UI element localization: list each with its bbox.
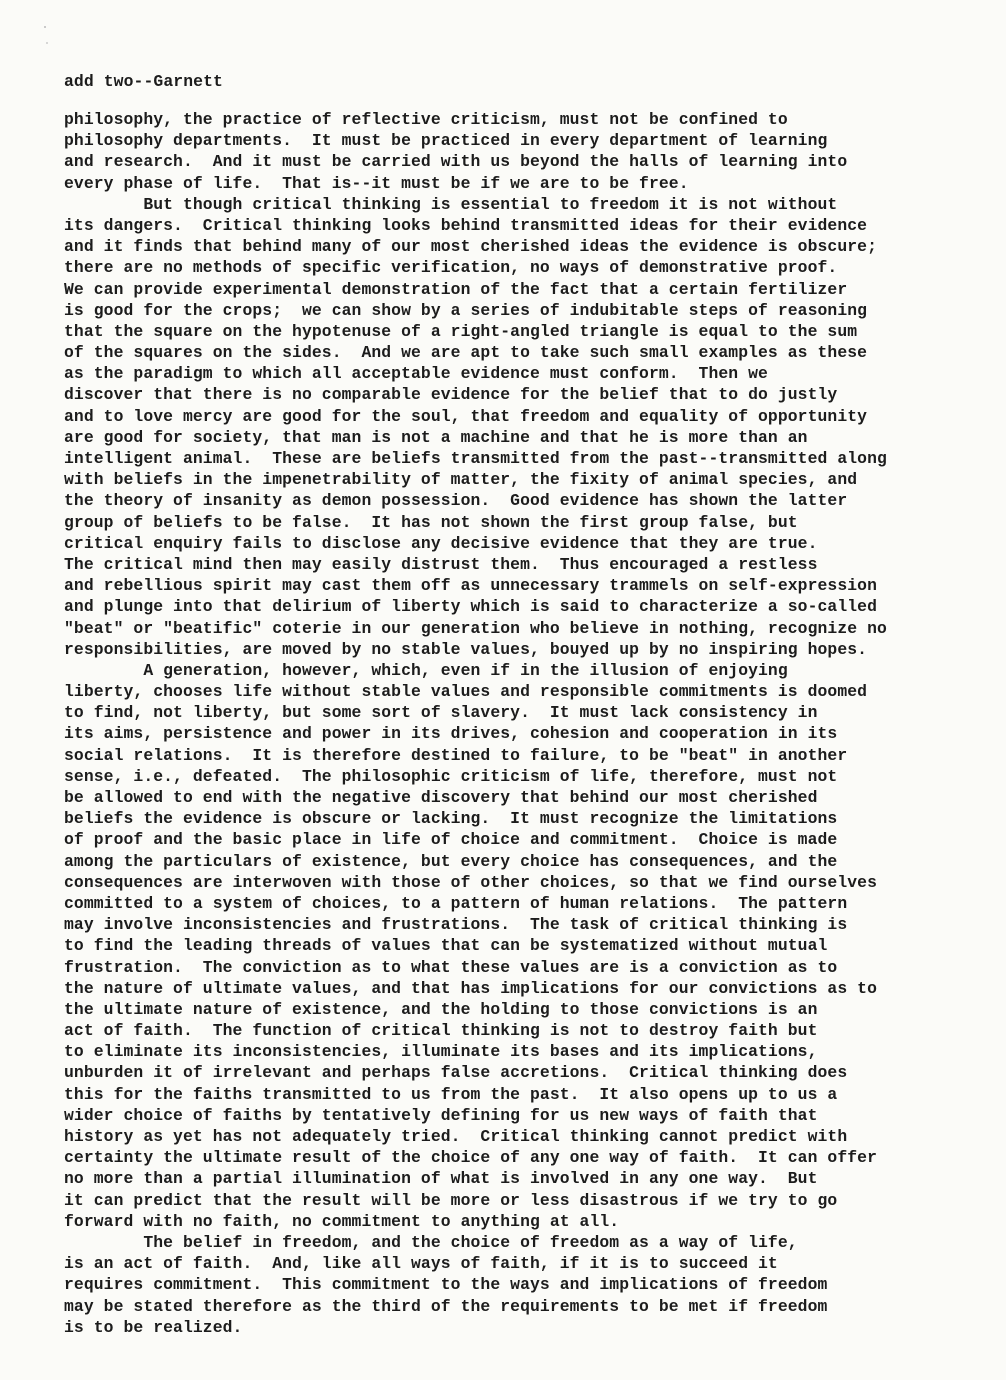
text-line: every phase of life. That is--it must be if we are to be free. <box>64 173 689 193</box>
text-line: and to love mercy are good for the soul, that freedom and equality of opportunity <box>64 406 868 426</box>
text-line: of the squares on the sides. And we are apt to take such small examples as these <box>64 343 868 363</box>
text-line: forward with no faith, no commitment to anything at all. <box>64 1211 620 1231</box>
text-line: act of faith. The function of critical thinking is not to destroy faith but <box>64 1021 818 1041</box>
text-line: the ultimate nature of existence, and the holding to those convictions is an <box>64 999 818 1019</box>
text-line: among the particulars of existence, but every choice has consequences, and the <box>64 851 838 871</box>
text-line: A generation, however, which, even if in the illusion of enjoying <box>64 660 788 680</box>
text-line: the nature of ultimate values, and that has implications for our convictions as to <box>64 978 877 998</box>
page-header: add two--Garnett <box>64 72 223 91</box>
text-line: no more than a partial illumination of what is involved in any one way. But <box>64 1169 818 1189</box>
text-line: discover that there is no comparable evidence for the belief that to do justly <box>64 385 838 405</box>
text-line: "beat" or "beatific" coterie in our generation who believe in nothing, recognize no <box>64 618 887 638</box>
text-line: may be stated therefore as the third of the requirements to be met if freedom <box>64 1296 828 1316</box>
text-line: and rebellious spirit may cast them off as unnecessary trammels on self-expression <box>64 576 877 596</box>
document-body <box>64 109 994 1338</box>
text-line: the theory of insanity as demon possession. Good evidence has shown the latter <box>64 491 848 511</box>
text-line: its dangers. Critical thinking looks behind transmitted ideas for their evidence <box>64 215 868 235</box>
text-line: and plunge into that delirium of liberty which is said to characterize a so-called <box>64 597 877 617</box>
text-line: sense, i.e., defeated. The philosophic criticism of life, therefore, must not <box>64 766 838 786</box>
text-line: certainty the ultimate result of the choice of any one way of faith. It can offer <box>64 1148 877 1168</box>
text-line: and research. And it must be carried with us beyond the halls of learning into <box>64 152 848 172</box>
text-line: The belief in freedom, and the choice of freedom as a way of life, <box>64 1232 798 1252</box>
text-line: its aims, persistence and power in its drives, cohesion and cooperation in its <box>64 724 838 744</box>
text-line: may involve inconsistencies and frustrations. The task of critical thinking is <box>64 915 848 935</box>
text-line: with beliefs in the impenetrability of matter, the fixity of animal species, and <box>64 470 858 490</box>
text-line: to find the leading threads of values that can be systematized without mutual <box>64 936 828 956</box>
text-line: is an act of faith. And, like all ways of faith, if it is to succeed it <box>64 1254 778 1274</box>
text-line: wider choice of faiths by tentatively defining for us new ways of faith that <box>64 1105 818 1125</box>
text-line: it can predict that the result will be more or less disastrous if we try to go <box>64 1190 838 1210</box>
text-line: group of beliefs to be false. It has not shown the first group false, but <box>64 512 798 532</box>
text-line: requires commitment. This commitment to the ways and implications of freedom <box>64 1275 828 1295</box>
text-line: frustration. The conviction as to what these values are is a conviction as to <box>64 957 838 977</box>
text-line: to find, not liberty, but some sort of slavery. It must lack consistency in <box>64 703 818 723</box>
text-line: critical enquiry fails to disclose any decisive evidence that they are true. <box>64 533 818 553</box>
text-line: as the paradigm to which all acceptable evidence must conform. Then we <box>64 364 768 384</box>
text-line: beliefs the evidence is obscure or lacking. It must recognize the limitations <box>64 809 838 829</box>
text-line: of proof and the basic place in life of choice and commitment. Choice is made <box>64 830 838 850</box>
text-line: But though critical thinking is essential to freedom it is not without <box>64 194 838 214</box>
text-line: The critical mind then may easily distrust them. Thus encouraged a restless <box>64 554 818 574</box>
text-line: committed to a system of choices, to a pattern of human relations. The pattern <box>64 893 848 913</box>
text-line: responsibilities, are moved by no stable values, bouyed up by no inspiring hopes. <box>64 639 868 659</box>
text-line: this for the faiths transmitted to us from the past. It also opens up to us a <box>64 1084 838 1104</box>
text-line: that the square on the hypotenuse of a right-angled triangle is equal to the sum <box>64 321 858 341</box>
text-line: to eliminate its inconsistencies, illuminate its bases and its implications, <box>64 1042 818 1062</box>
text-line: consequences are interwoven with those of other choices, so that we find ourselves <box>64 872 877 892</box>
paper-speck <box>46 42 48 44</box>
text-line: We can provide experimental demonstration of the fact that a certain fertilizer <box>64 279 848 299</box>
text-line: intelligent animal. These are beliefs transmitted from the past--transmitted along <box>64 449 887 468</box>
text-line: liberty, chooses life without stable values and responsible commitments is doomed <box>64 682 868 702</box>
text-line: philosophy departments. It must be practiced in every department of learning <box>64 131 828 151</box>
text-line: and it finds that behind many of our most cherished ideas the evidence is obscure; <box>64 237 877 257</box>
text-line: are good for society, that man is not a machine and that he is more than an <box>64 427 808 447</box>
paper-speck <box>44 26 46 28</box>
text-line: philosophy, the practice of reflective criticism, must not be confined to <box>64 110 788 129</box>
text-line: is to be realized. <box>64 1317 243 1337</box>
text-line: history as yet has not adequately tried. Critical thinking cannot predict with <box>64 1127 848 1146</box>
text-line: social relations. It is therefore destined to failure, to be "beat" in another <box>64 745 848 765</box>
text-line: unburden it of irrelevant and perhaps false accretions. Critical thinking does <box>64 1063 848 1083</box>
text-line: is good for the crops; we can show by a series of indubitable steps of reasoning <box>64 300 868 320</box>
text-line: there are no methods of specific verification, no ways of demonstrative proof. <box>64 258 838 278</box>
text-line: be allowed to end with the negative discovery that behind our most cherished <box>64 788 818 807</box>
